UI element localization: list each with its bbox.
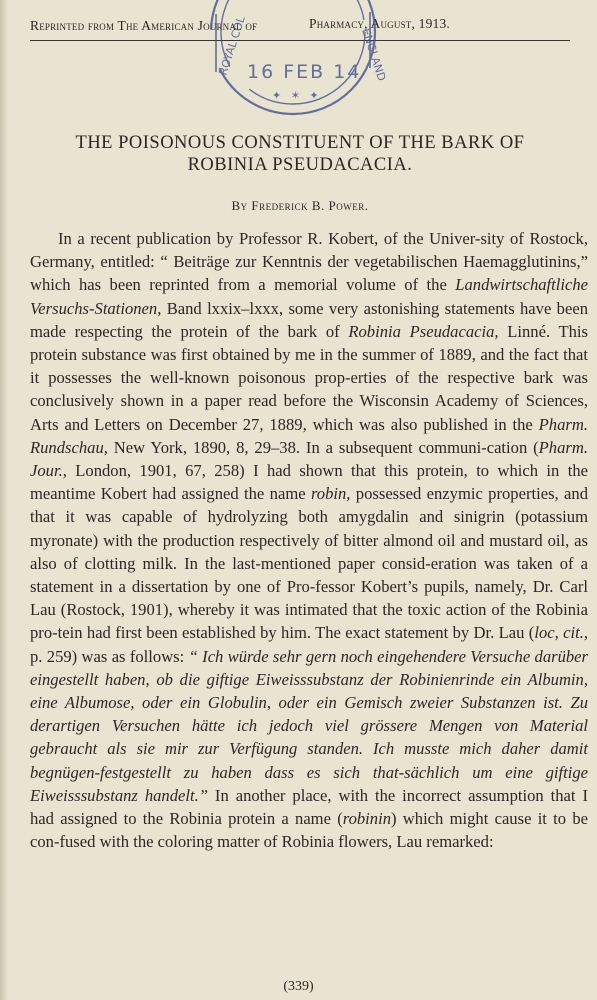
stamp-date: 16 FEB 14	[247, 61, 362, 83]
body-paragraph: In a recent publication by Professor R. Kobert, of the Univer-sity of Rostock, Germany, entitled: “ Beiträge zur Kenntnis der vegetabilischen Haemagglutinins,” which has been reprinted from a memorial volume of the Landwirtschaftliche Versuchs-Stationen, Band lxxix–lxxx, some very astonishing statements have been made respecting the protein of the bark of Robinia Pseudacacia, Linné. This protein substance was first obtained by me in the summer of 1889, and the fact that it possesses the well-known poisonous prop-erties of the respective bark was conclusively shown in a paper read before the Wisconsin Academy of Sciences, Arts and Letters on December 27, 1889, which was also published in the Pharm. Rundschau, New York, 1890, 8, 29–38. In a subsequent communi-cation (Pharm. Jour., London, 1901, 67, 258) I had shown that this protein, to which in the meantime Kobert had assigned the name robin, possessed enzymic properties, and that it was capable of hydrolyzing both amygdalin and sinigrin (potassium myronate) with the production respectively of bitter almond oil and mustard oil, as also of clotting milk. In the last-mentioned paper consid-eration was taken of a statement in a dissertation by one of Pro-fessor Kobert’s pupils, namely, Dr. Carl Lau (Rostock, 1901), whereby it was intimated that the toxic action of the Robinia pro-tein had first been established by him. The exact statement by Dr. Lau (loc, cit., p. 259) was as follows: “ Ich würde sehr gern noch eingehendere Versuche darüber eingestellt haben, ob die giftige Eiweisssubstanz der Robinienrinde ein Albumin, eine Albumose, oder ein Globulin, oder ein Gemisch zweier Substanzen ist. Zu derartigen Versuchen hätte ich jedoch viel grössere Mengen von Material gebraucht als sie mir zur Verfügung standen. Ich musste mich daher damit begnügen-festgestellt zu haben dass es sich that-sächlich um eine giftige Eiweisssubstanz handelt.” In another place, with the incorrect assumption that I had assigned to the Robinia protein a name (robinin) which might cause it to be con-fused with the coloring matter of Robinia flowers, Lau remarked:	[30, 229, 588, 852]
article-title	[30, 132, 570, 176]
library-stamp	[192, 0, 394, 134]
stamp-right-text: ENGLAND	[359, 26, 389, 83]
header-journal-date: Pharmacy, August, 1913.	[309, 16, 450, 31]
title-line-2: ROBINIA PSEUDACACIA.	[187, 155, 413, 175]
stamp-stars: ✦ ✶ ✦	[272, 89, 322, 102]
title-line-1: THE POISONOUS CONSTITUENT OF THE BARK OF	[75, 133, 525, 153]
page-edge	[0, 0, 8, 1000]
header-reprint-label: Reprinted from The American Journal of	[30, 18, 258, 33]
page-number: (339)	[283, 979, 314, 994]
stamp-left-text: ROYAL COL	[216, 14, 248, 77]
author-byline: By Frederick B. Power.	[231, 198, 369, 213]
article-body	[30, 227, 588, 853]
